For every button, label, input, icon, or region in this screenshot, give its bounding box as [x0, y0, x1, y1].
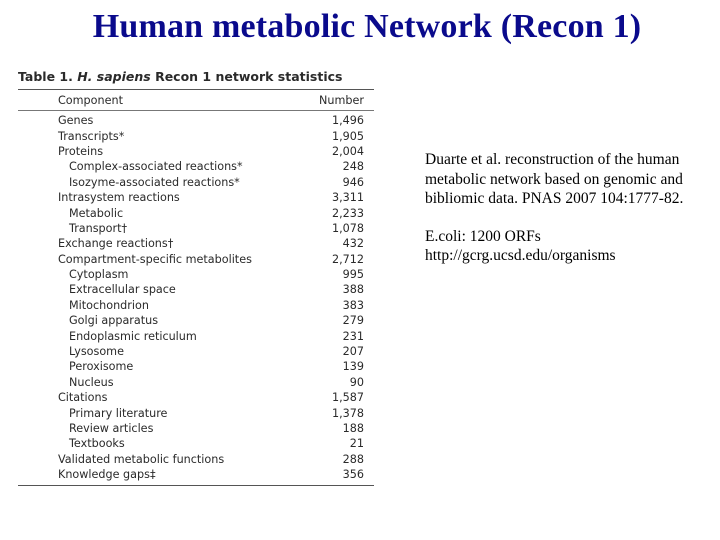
- row-value: 2,233: [331, 206, 364, 220]
- table-caption-prefix: Table 1.: [18, 69, 73, 84]
- row-value: 946: [342, 175, 364, 189]
- table-row: [18, 282, 374, 297]
- row-value: 248: [342, 160, 364, 174]
- table-row: [18, 375, 374, 390]
- row-value: 383: [342, 298, 364, 312]
- row-label: Lysosome: [69, 345, 124, 359]
- table-row: [18, 313, 374, 328]
- row-label: Isozyme-associated reactions*: [69, 175, 240, 189]
- row-value: 356: [342, 468, 364, 482]
- table-row: [18, 421, 374, 436]
- table-row: [18, 436, 374, 451]
- table-caption-species: H. sapiens: [77, 69, 151, 84]
- table-row: [18, 328, 374, 343]
- table-row: [18, 221, 374, 236]
- row-label: Exchange reactions†: [58, 237, 174, 251]
- table-row: [18, 236, 374, 251]
- row-value: 2,712: [331, 252, 364, 266]
- row-label: Cytoplasm: [69, 268, 129, 282]
- row-value: 1,078: [331, 221, 364, 235]
- table-row: [18, 128, 374, 143]
- table-row: [18, 159, 374, 174]
- row-label: Metabolic: [69, 206, 124, 220]
- row-value: 90: [349, 375, 364, 389]
- row-label: Primary literature: [69, 406, 168, 420]
- row-value: 231: [342, 329, 364, 343]
- row-value: 21: [349, 437, 364, 451]
- table-bottom-rule: [18, 485, 374, 486]
- row-value: 1,587: [331, 391, 364, 405]
- row-label: Nucleus: [69, 375, 114, 389]
- row-value: 1,905: [331, 129, 364, 143]
- row-label: Transcripts*: [58, 129, 125, 143]
- description-text: [425, 150, 705, 284]
- table-caption: [18, 68, 374, 86]
- row-label: Peroxisome: [69, 360, 134, 374]
- row-value: 432: [342, 237, 364, 251]
- reference-paragraph: Duarte et al. reconstruction of the human metabolic network based on genomic and bibliomic data. PNAS 2007 104:1777-82.: [425, 151, 684, 207]
- table-row: [18, 452, 374, 467]
- table-row: [18, 144, 374, 159]
- table-row: [18, 252, 374, 267]
- row-label: Endoplasmic reticulum: [69, 329, 197, 343]
- table-row: [18, 344, 374, 359]
- ecoli-orfs-line: E.coli: 1200 ORFs: [425, 227, 541, 245]
- row-label: Citations: [58, 391, 108, 405]
- row-label: Genes: [58, 114, 94, 128]
- row-value: 188: [342, 422, 364, 435]
- table-row: [18, 467, 374, 482]
- table-caption-rest: Recon 1 network statistics: [155, 69, 343, 84]
- table-row: [18, 298, 374, 313]
- row-value: 995: [342, 268, 364, 282]
- row-value: 2,004: [331, 144, 364, 158]
- row-label: Transport†: [69, 221, 128, 235]
- ecoli-paragraph: [425, 227, 705, 266]
- row-value: 388: [342, 283, 364, 297]
- table-row: [18, 205, 374, 220]
- row-value: 288: [342, 452, 364, 466]
- network-statistics-table: [18, 68, 374, 486]
- row-label: Golgi apparatus: [69, 314, 159, 328]
- organisms-url: http://gcrg.ucsd.edu/organisms: [425, 247, 616, 264]
- table-row: [18, 359, 374, 374]
- table-row: [18, 113, 374, 128]
- row-label: Extracellular space: [69, 283, 176, 297]
- row-value: 1,496: [331, 114, 364, 128]
- row-label: Compartment-specific metabolites: [58, 252, 252, 266]
- header-component: Component: [58, 93, 123, 107]
- row-value: 1,378: [331, 406, 364, 420]
- row-value: 207: [342, 345, 364, 359]
- row-label: Intrasystem reactions: [58, 191, 180, 205]
- table-header-row: [18, 90, 374, 110]
- row-label: Validated metabolic functions: [58, 452, 225, 466]
- table-row: [18, 405, 374, 420]
- table-body: [18, 111, 374, 485]
- page-title: Human metabolic Network (Recon 1): [92, 8, 642, 45]
- table-row: [18, 190, 374, 205]
- row-label: Knowledge gaps‡: [58, 468, 156, 482]
- row-label: Proteins: [58, 144, 104, 158]
- row-label: Textbooks: [69, 437, 125, 451]
- row-label: Review articles: [69, 422, 154, 435]
- table-row: [18, 390, 374, 405]
- row-label: Mitochondrion: [69, 298, 149, 312]
- row-label: Complex-associated reactions*: [69, 160, 243, 174]
- row-value: 279: [342, 314, 364, 328]
- table-row: [18, 175, 374, 190]
- row-value: 3,311: [331, 191, 364, 205]
- row-value: 139: [342, 360, 364, 374]
- header-number: Number: [319, 93, 364, 107]
- table-row: [18, 267, 374, 282]
